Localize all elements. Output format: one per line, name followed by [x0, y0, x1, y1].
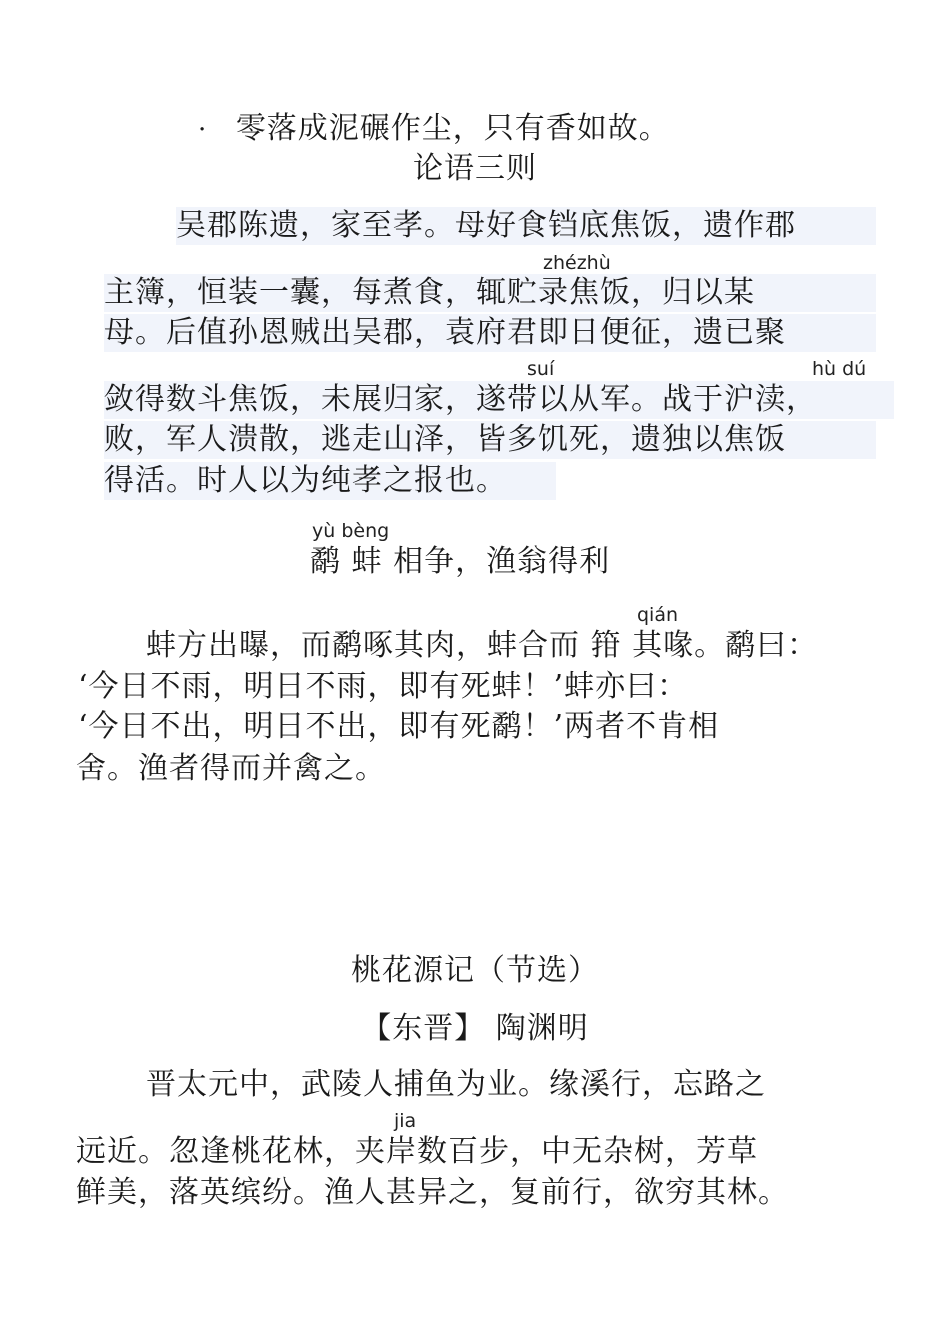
- section-title: 论语三则: [413, 151, 537, 186]
- paragraph-line: 母。后值孙恩贼出吴郡，袁府君即日便征，遗已聚: [104, 314, 876, 352]
- section-title: 鹬 蚌 相争，渔翁得利: [310, 544, 611, 579]
- author-line: 【东晋】 陶渊明: [361, 1011, 589, 1046]
- section-title: 桃花源记（节选）: [351, 953, 599, 988]
- paragraph-line: 晋太元中，武陵人捕鱼为业。缘溪行，忘路之: [146, 1067, 766, 1102]
- poem-text: 零落成泥碾作尘，只有香如故。: [235, 111, 670, 146]
- paragraph-line: ‘今日不出，明日不出，即有死鹬！’两者不肯相: [78, 709, 720, 744]
- paragraph-line: 敛得数斗焦饭，未展归家，遂带以从军。战于沪渎，: [104, 381, 894, 419]
- paragraph-line: 败，军人溃散，逃走山泽，皆多饥死，遗独以焦饭: [104, 421, 876, 459]
- bullet: ·: [198, 115, 208, 145]
- pinyin-annotation: qián: [637, 604, 679, 626]
- pinyin-annotation: hù dú: [812, 358, 867, 380]
- paragraph-line: 蚌方出曝，而鹬啄其肉，蚌合而 箝 其喙。鹬曰：: [146, 628, 819, 663]
- pinyin-annotation: suí: [527, 358, 555, 380]
- paragraph-line: 主簿，恒装一囊，每煮食，辄贮录焦饭，归以某: [104, 274, 876, 312]
- paragraph-line: 吴郡陈遗，家至孝。母好食铛底焦饭，遗作郡: [176, 207, 876, 245]
- paragraph-line: 得活。时人以为纯孝之报也。: [104, 462, 556, 500]
- paragraph-line: ‘今日不雨，明日不雨，即有死蚌！’蚌亦曰：: [78, 669, 689, 704]
- poem-line: [198, 110, 670, 149]
- pinyin-annotation: yù bèng: [312, 520, 390, 542]
- pinyin-annotation: zhézhù: [543, 252, 611, 274]
- paragraph-line: 鲜美，落英缤纷。渔人甚异之，复前行，欲穷其林。: [76, 1175, 789, 1210]
- pinyin-annotation: jia: [394, 1110, 417, 1132]
- paragraph-line: 舍。渔者得而并禽之。: [76, 751, 386, 786]
- paragraph-line: 远近。忽逢桃花林，夹岸数百步，中无杂树，芳草: [76, 1134, 758, 1169]
